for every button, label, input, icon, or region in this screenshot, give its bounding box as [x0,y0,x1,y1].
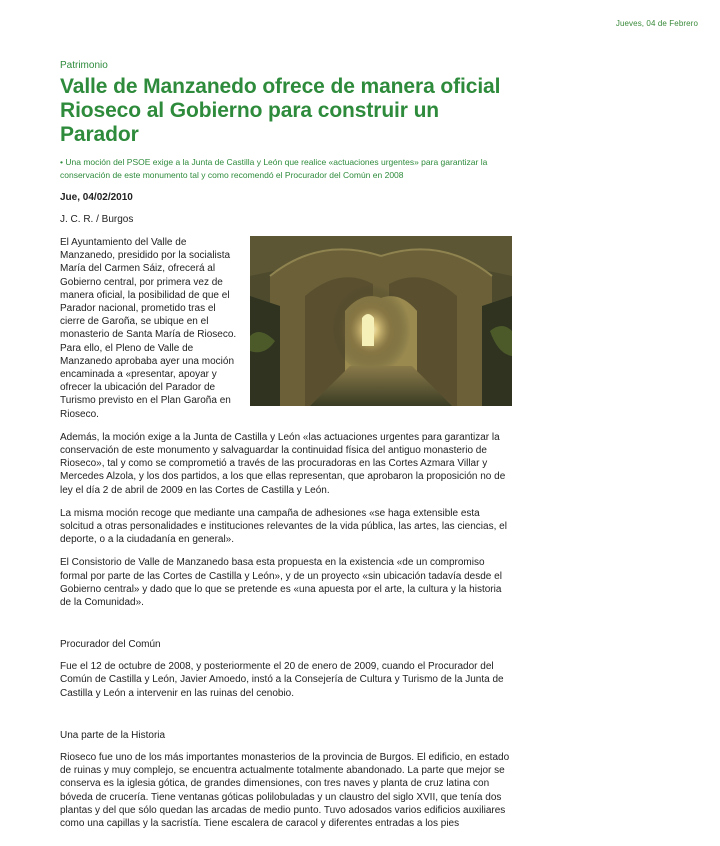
section-label[interactable]: Patrimonio [60,60,108,71]
article-date: Jue, 04/02/2010 [60,192,133,203]
paragraph-3: La misma moción recoge que mediante una campaña de adhesiones «se haga extensible esta solcitud a otras personalidades e instituciones relevantes de la vida pública, las artes, las ciencias, el deporte, o a la ciudadanía en general». [60,507,507,546]
article [60,60,512,840]
paragraph-1: El Ayuntamiento del Valle de Manzanedo, presidido por la socialista María del Carmen Sáiz, ofrecerá al Gobierno central, por primera vez de manera oficial, la posibilidad de que el Parador nacional, prometido tras el cierre de Garoña, se ubique en el monasterio de Santa María de Rioseco. Para ello, el Pleno de Valle de Manzanedo aprobaba ayer una moción encaminada a «presentar, apoyar y ofrecer la ubicación del Parador de Turismo previsto en el Plan Garoña en Rioseco. [60,237,237,420]
paragraph-4: El Consistorio de Valle de Manzanedo basa esta propuesta en la existencia «de un compromiso formal por parte de las Cortes de Castilla y León», y de un proyecto «sin ubicación tadavía desde el Gobierno central» y dado que lo que se pretende es «una apuesta por el arte, la cultura y la historia de la Comunidad». [60,557,502,609]
paragraph-procurador: Fue el 12 de octubre de 2008, y posteriormente el 20 de enero de 2009, cuando el Procurador del Común de Castilla y León, Javier Amoedo, instó a la Consejería de Cultura y Turismo de la Junta de Castilla y León a intervenir en las ruinas del cenobio. [60,661,504,699]
intro-block [60,236,512,431]
header-date: Jueves, 04 de Febrero [615,19,698,28]
article-lead [60,156,512,182]
article-title: Valle de Manzanedo ofrece de manera oficial Rioseco al Gobierno para construir un Parador [60,75,501,146]
article-author: J. C. R. / Burgos [60,214,134,225]
lead-text: Una moción del PSOE exige a la Junta de Castilla y León que realice «actuaciones urgentes» para garantizar la conservación de este monumento tal y como recomendó el Procurador del Común en 2008 [60,157,488,180]
subhead-historia: Una parte de la Historia [60,729,166,741]
paragraph-2: Además, la moción exige a la Junta de Castilla y León «las actuaciones urgentes para garantizar la conservación de este monumento y salvaguardar la continuidad física del antiguo monasterio de Rioseco», tal y como se comprometió a través de las procuradoras en las Cortes Azmara Villar y Mercedes Alzola, y los dos partidos, a los que ellas representan, que aprobaron la proposición no de ley el día 2 de abril de 2009 en las Cortes de Castilla y León. [60,431,506,496]
paragraph-historia: Rioseco fue uno de los más importantes monasterios de la provincia de Burgos. El edificio, en estado de ruinas y muy complejo, se encuentra actualmente totalmente abandonado. La parte que mejor se conserva es la iglesia gótica, de grandes dimensiones, con tres naves y planta de cruz latina con bóveda de crucería. Tiene ventanas góticas polilobuladas y un claustro del siglo XVII, que tenía dos plantas y del que sólo quedan las arcadas de medio punto. Tuvo adosados varios edificios auxiliares como una capillas y la sacristía. Tiene escalera de caracol y diferentes entradas a los pies [60,751,510,829]
monastery-photo [250,236,512,406]
ruins-illustration [250,236,512,406]
subhead-procurador: Procurador del Común [60,639,161,651]
lead-bullet: • [60,157,63,167]
